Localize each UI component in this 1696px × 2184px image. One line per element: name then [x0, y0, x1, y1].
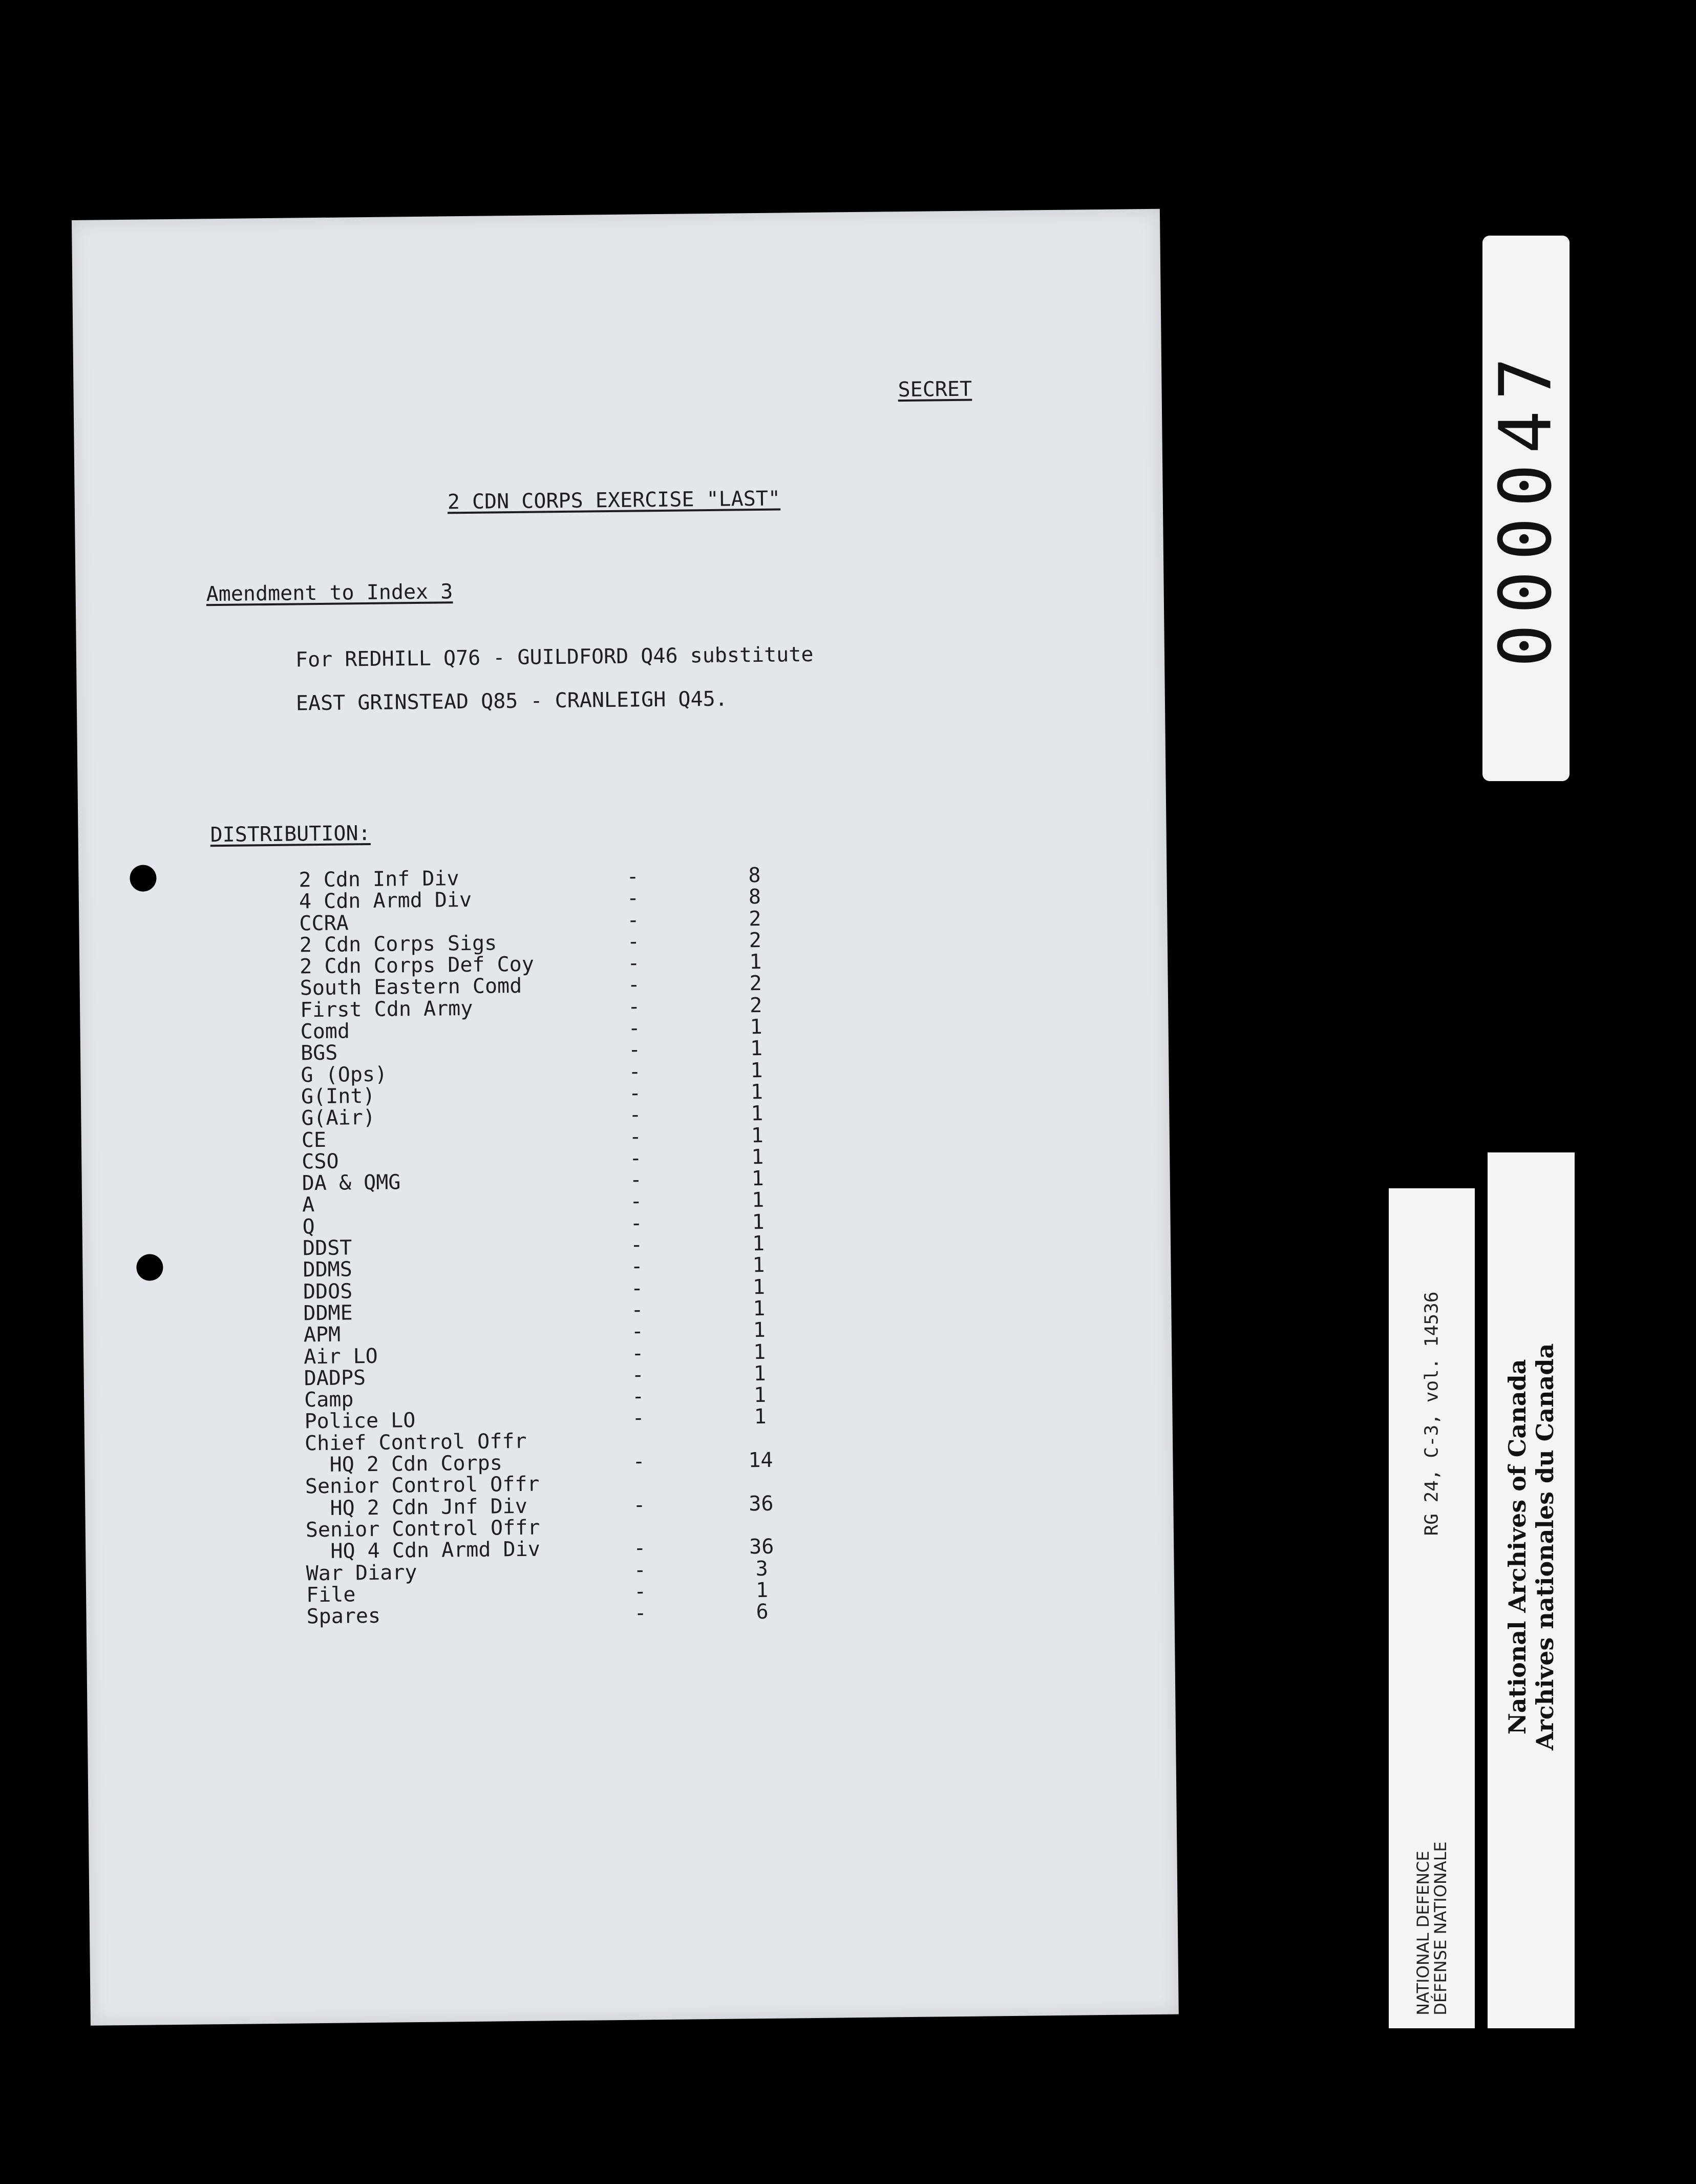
- distribution-recipient: DADPS: [304, 1366, 366, 1391]
- distribution-recipient: Camp: [304, 1388, 354, 1412]
- distribution-recipient: HQ 4 Cdn Armd Div: [306, 1537, 541, 1564]
- distribution-quantity: 1: [753, 1318, 766, 1342]
- distribution-quantity: 1: [752, 1210, 765, 1234]
- distribution-recipient: File: [306, 1583, 356, 1607]
- distribution-dash: -: [628, 1081, 642, 1105]
- distribution-recipient: South Eastern Comd: [300, 974, 522, 1000]
- distribution-recipient: Q: [302, 1214, 315, 1239]
- distribution-dash: -: [628, 1038, 641, 1062]
- distribution-quantity: 2: [749, 993, 762, 1017]
- distribution-dash: -: [630, 1276, 644, 1300]
- distribution-quantity: 1: [751, 1102, 764, 1126]
- distribution-dash: -: [627, 930, 640, 954]
- amendment-line-2: EAST GRINSTEAD Q85 - CRANLEIGH Q45.: [295, 687, 728, 716]
- distribution-recipient: 4 Cdn Armd Div: [299, 888, 472, 914]
- distribution-dash: -: [633, 1536, 646, 1560]
- distribution-recipient: APM: [303, 1322, 341, 1347]
- distribution-recipient: G(Air): [301, 1106, 376, 1130]
- archives-label: [1488, 1152, 1575, 2028]
- distribution-recipient: Chief Control Offr: [304, 1429, 527, 1456]
- distribution-heading: DISTRIBUTION:: [210, 821, 371, 847]
- distribution-dash: -: [629, 1168, 643, 1192]
- distribution-quantity: 36: [749, 1535, 774, 1559]
- distribution-recipient: CSO: [302, 1149, 339, 1174]
- distribution-quantity: 1: [751, 1123, 764, 1147]
- distribution-dash: -: [626, 865, 639, 889]
- distribution-quantity: 2: [749, 907, 761, 931]
- distribution-dash: -: [631, 1298, 644, 1322]
- distribution-dash: -: [629, 1146, 642, 1170]
- distribution-dash: -: [626, 886, 640, 911]
- distribution-quantity: 8: [748, 885, 761, 909]
- distribution-dash: -: [631, 1384, 645, 1409]
- distribution-recipient: 2 Cdn Corps Def Coy: [300, 952, 535, 979]
- distribution-recipient: War Diary: [306, 1560, 417, 1585]
- document-page: [72, 209, 1179, 2026]
- distribution-dash: -: [627, 908, 640, 932]
- distribution-quantity: 1: [751, 1167, 764, 1191]
- distribution-quantity: 1: [753, 1361, 766, 1386]
- distribution-recipient: CCRA: [299, 911, 349, 936]
- distribution-quantity: 1: [752, 1231, 765, 1256]
- distribution-dash: -: [633, 1580, 647, 1604]
- distribution-dash: -: [631, 1341, 644, 1366]
- distribution-recipient: HQ 2 Cdn Jnf Div: [305, 1494, 528, 1520]
- distribution-dash: -: [629, 1189, 643, 1214]
- distribution-recipient: DDME: [303, 1301, 353, 1326]
- distribution-recipient: Senior Control Offr: [305, 1516, 540, 1542]
- distribution-quantity: 36: [748, 1492, 774, 1516]
- distribution-quantity: 1: [753, 1340, 766, 1364]
- distribution-recipient: A: [302, 1193, 315, 1217]
- distribution-dash: -: [632, 1450, 645, 1474]
- distribution-dash: -: [631, 1319, 644, 1343]
- distribution-recipient: 2 Cdn Corps Sigs: [299, 931, 497, 957]
- archives-line-2: Archives nationales du Canada: [1531, 1343, 1559, 1751]
- distribution-recipient: CE: [301, 1128, 327, 1152]
- distribution-recipient: Police LO: [304, 1409, 416, 1434]
- distribution-recipient: 2 Cdn Inf Div: [299, 867, 459, 892]
- amendment-line-1: For REDHILL Q76 - GUILDFORD Q46 substitute: [295, 642, 814, 672]
- distribution-recipient: Senior Control Offr: [305, 1472, 540, 1499]
- department-line-1: NATIONAL DEFENCE: [1413, 1851, 1433, 2015]
- frame-number: 000047: [1484, 347, 1568, 667]
- distribution-recipient: Air LO: [304, 1344, 378, 1369]
- distribution-quantity: 1: [752, 1275, 766, 1299]
- department-name: [1414, 1841, 1449, 2015]
- distribution-recipient: DDST: [302, 1236, 352, 1261]
- distribution-recipient: G(Int): [301, 1084, 375, 1109]
- distribution-dash: -: [629, 1125, 642, 1149]
- distribution-dash: -: [631, 1363, 645, 1387]
- department-line-2: DÉFENSE NATIONALE: [1431, 1841, 1450, 2015]
- distribution-quantity: 1: [751, 1145, 764, 1169]
- distribution-dash: -: [627, 973, 641, 997]
- distribution-dash: -: [633, 1493, 646, 1517]
- distribution-dash: -: [634, 1601, 647, 1625]
- distribution-quantity: 1: [752, 1253, 765, 1277]
- reference-label: [1389, 1188, 1475, 2028]
- distribution-dash: -: [627, 995, 641, 1019]
- punch-hole: [130, 865, 157, 892]
- distribution-quantity: 1: [750, 1015, 762, 1039]
- distribution-dash: -: [630, 1254, 643, 1279]
- archives-name: [1503, 1343, 1559, 1751]
- distribution-recipient: First Cdn Army: [300, 996, 473, 1022]
- distribution-quantity: 1: [753, 1383, 767, 1408]
- document-title: 2 CDN CORPS EXERCISE "LAST": [447, 487, 781, 514]
- distribution-recipient: HQ 2 Cdn Corps: [305, 1451, 503, 1477]
- distribution-quantity: 1: [754, 1405, 767, 1429]
- distribution-quantity: 1: [755, 1578, 769, 1602]
- distribution-dash: -: [628, 1060, 641, 1084]
- distribution-dash: -: [629, 1103, 642, 1127]
- distribution-list: [299, 863, 774, 1629]
- punch-hole: [136, 1254, 163, 1281]
- classification-marking: SECRET: [898, 377, 972, 402]
- distribution-quantity: 6: [756, 1600, 769, 1624]
- distribution-dash: -: [633, 1558, 646, 1582]
- distribution-recipient: BGS: [300, 1041, 338, 1065]
- distribution-quantity: 1: [751, 1188, 765, 1212]
- distribution-quantity: 3: [755, 1557, 768, 1581]
- distribution-quantity: 1: [753, 1296, 766, 1321]
- archives-line-1: National Archives of Canada: [1503, 1359, 1531, 1735]
- distribution-quantity: 8: [748, 863, 761, 888]
- document-subject: Amendment to Index 3: [206, 580, 453, 606]
- distribution-dash: -: [628, 1016, 641, 1040]
- distribution-dash: -: [630, 1211, 643, 1235]
- distribution-recipient: DDOS: [303, 1279, 353, 1304]
- distribution-dash: -: [627, 951, 640, 975]
- distribution-quantity: 1: [750, 1058, 763, 1082]
- distribution-quantity: 1: [750, 1037, 763, 1061]
- distribution-quantity: 1: [750, 1080, 764, 1104]
- distribution-dash: -: [630, 1233, 643, 1257]
- distribution-quantity: 1: [749, 950, 762, 974]
- distribution-dash: -: [632, 1406, 645, 1431]
- distribution-recipient: G (Ops): [301, 1062, 388, 1087]
- distribution-recipient: Spares: [306, 1604, 381, 1629]
- distribution-recipient: DDMS: [303, 1257, 353, 1282]
- distribution-quantity: 14: [748, 1448, 773, 1473]
- distribution-quantity: 2: [749, 972, 762, 996]
- archive-reference: RG 24, C-3, vol. 14536: [1421, 1291, 1443, 1536]
- distribution-recipient: DA & QMG: [302, 1170, 401, 1195]
- distribution-quantity: 2: [749, 928, 762, 953]
- distribution-recipient: Comd: [300, 1019, 350, 1044]
